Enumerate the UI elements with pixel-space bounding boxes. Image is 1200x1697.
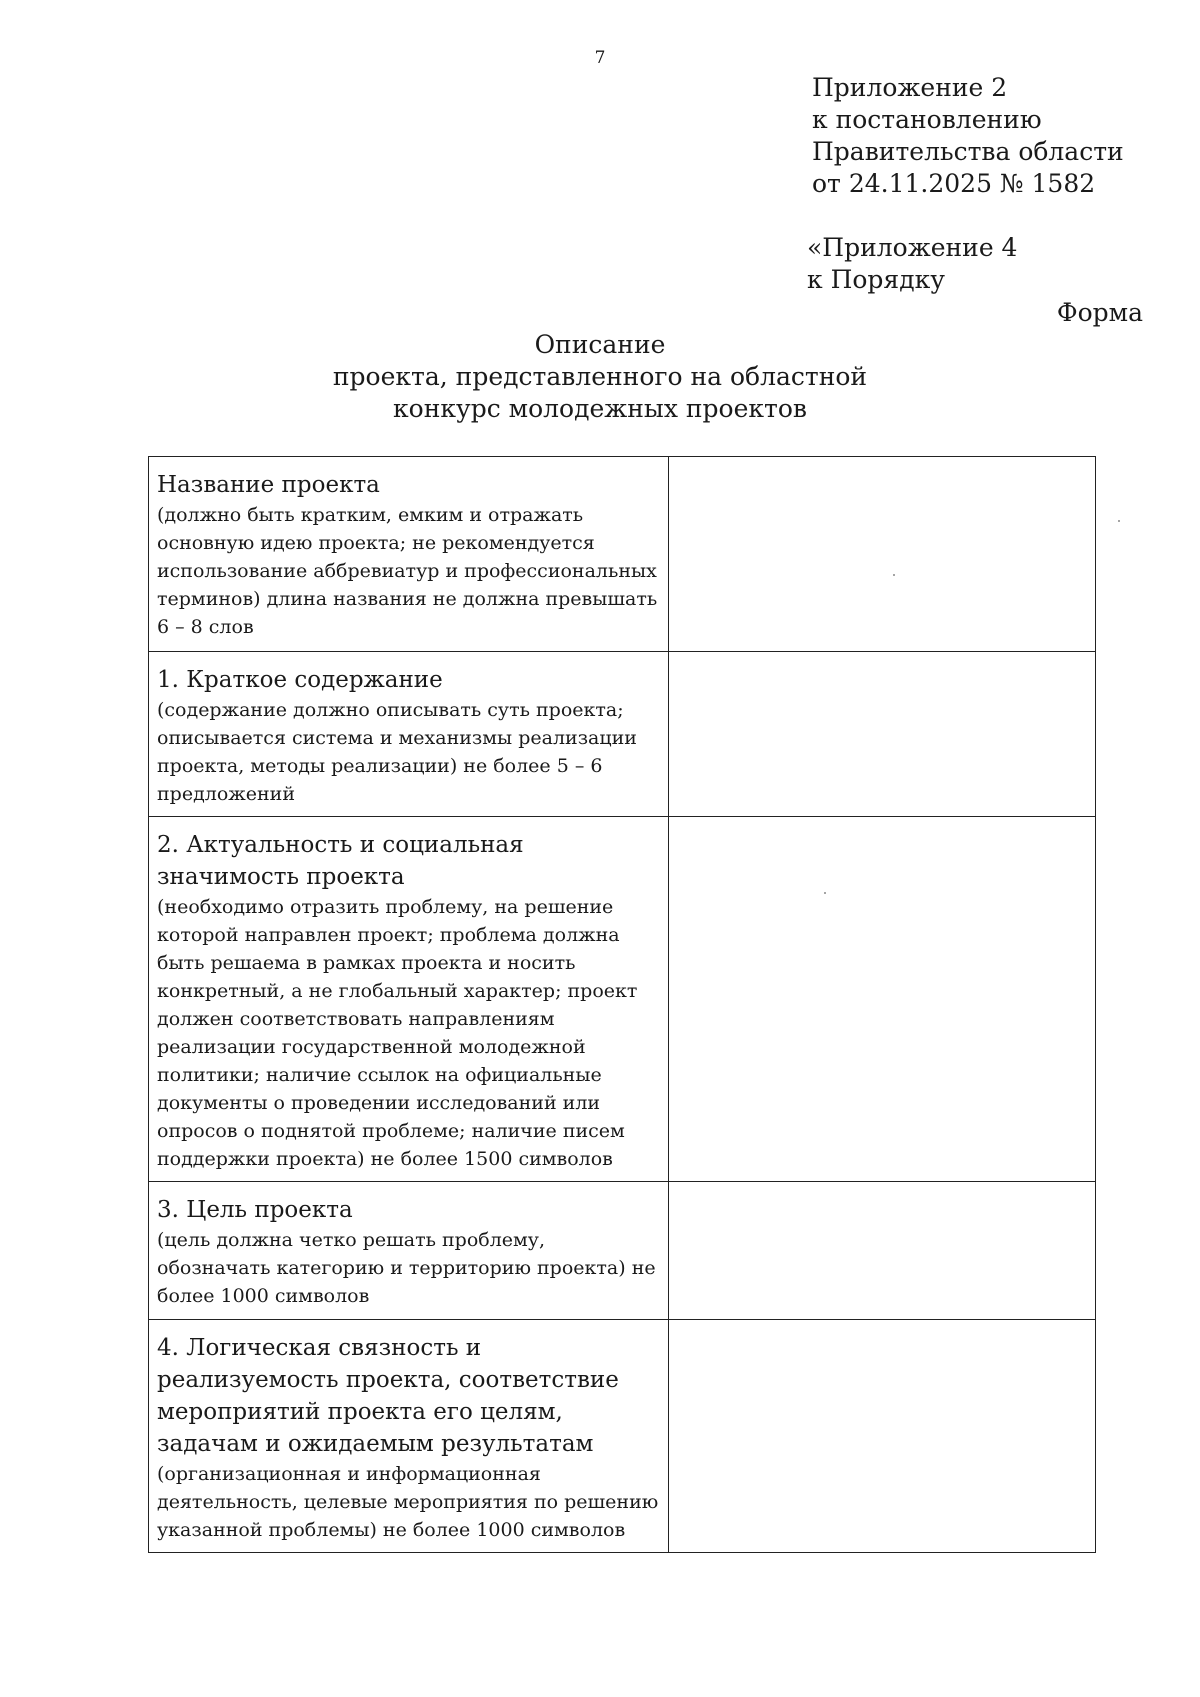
row-label-cell — [149, 1182, 669, 1320]
page-number: 7 — [594, 48, 606, 68]
row-title: 3. Цель проекта — [157, 1197, 353, 1223]
title-line-2: проекта, представленного на областной — [332, 362, 868, 391]
row-note: (содержание должно описывать суть проекта; описывается система и механизмы реализации проекта, методы реализации) не более 5 – 6 предложений — [157, 699, 637, 805]
row-value-cell[interactable] — [668, 1320, 1095, 1553]
table-row — [149, 1320, 1096, 1553]
table-row — [149, 817, 1096, 1182]
row-note: (организационная и информационная деятельность, целевые мероприятия по решению указанной проблемы) не более 1000 символов — [157, 1463, 659, 1541]
row-title: 2. Актуальность и социальная значимость проекта — [157, 832, 524, 890]
order-appendix-reference — [807, 232, 1017, 296]
row-note: (необходимо отразить проблему, на решение которой направлен проект; проблема должна быть решаема в рамках проекта и носить конкретный, а не глобальный характер; проект должен соответствовать направлениям реализации государственной молодежной политики; наличие ссылок на официальные документы о проведении исследований или опросов о поднятой проблеме; наличие писем поддержки проекта) не более 1500 символов — [157, 896, 638, 1170]
row-title: Название проекта — [157, 472, 380, 498]
project-description-table — [148, 456, 1096, 1553]
appendix-line-1: Приложение 2 — [812, 73, 1008, 102]
appendix-reference — [812, 72, 1124, 200]
title-line-1: Описание — [534, 330, 666, 359]
order-appendix-line-2: к Порядку — [807, 265, 945, 294]
row-label-cell — [149, 817, 669, 1182]
row-value-cell[interactable] — [668, 817, 1095, 1182]
appendix-line-4: от 24.11.2025 № 1582 — [812, 169, 1096, 198]
row-label-cell — [149, 652, 669, 817]
scan-speck — [1118, 520, 1120, 522]
row-title: 1. Краткое содержание — [157, 667, 443, 693]
form-label: Форма — [1056, 298, 1143, 327]
appendix-line-2: к постановлению — [812, 105, 1042, 134]
table-row — [149, 1182, 1096, 1320]
document-title — [0, 329, 1200, 425]
row-value-cell[interactable] — [668, 457, 1095, 652]
row-value-cell[interactable] — [668, 1182, 1095, 1320]
table-row — [149, 652, 1096, 817]
table-row — [149, 457, 1096, 652]
title-line-3: конкурс молодежных проектов — [393, 394, 807, 423]
row-label-cell — [149, 1320, 669, 1553]
row-title: 4. Логическая связность и реализуемость проекта, соответствие мероприятий проекта его целям, задачам и ожидаемым результатам — [157, 1335, 619, 1457]
row-note: (цель должна четко решать проблему, обозначать категорию и территорию проекта) не более 1000 символов — [157, 1229, 656, 1307]
scan-speck — [893, 574, 895, 576]
scan-speck — [824, 892, 826, 894]
row-label-cell — [149, 457, 669, 652]
order-appendix-line-1: «Приложение 4 — [807, 233, 1018, 262]
row-note: (должно быть кратким, емким и отражать основную идею проекта; не рекомендуется использование аббревиатур и профессиональных терминов) длина названия не должна превышать 6 – 8 слов — [157, 504, 658, 638]
appendix-line-3: Правительства области — [812, 137, 1124, 166]
row-value-cell[interactable] — [668, 652, 1095, 817]
